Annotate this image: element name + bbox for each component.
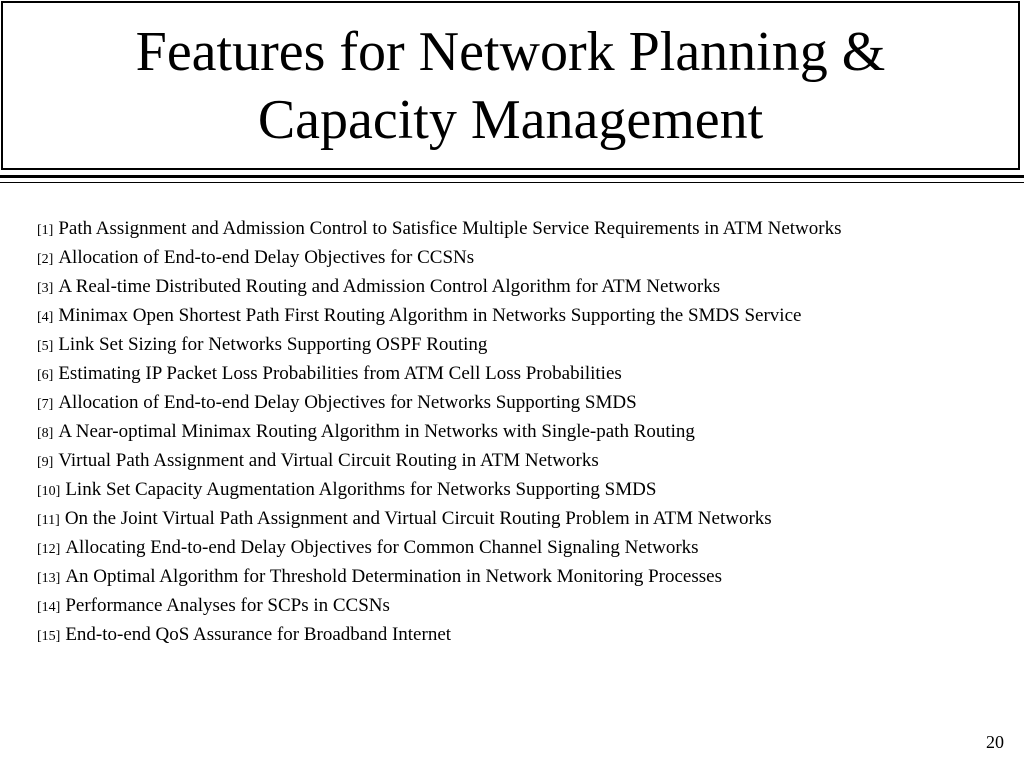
reference-number: [2] [37, 252, 54, 267]
reference-title: A Near-optimal Minimax Routing Algorithm in Networks with Single-path Routing [58, 421, 695, 442]
reference-number: [10] [37, 484, 61, 499]
reference-number: [12] [37, 542, 61, 557]
reference-title: Performance Analyses for SCPs in CCSNs [65, 595, 390, 616]
page-number: 20 [986, 732, 1004, 752]
reference-item [37, 533, 842, 562]
reference-item [37, 301, 842, 330]
reference-item [37, 562, 842, 591]
reference-number: [4] [37, 310, 54, 325]
title-divider-thin [0, 182, 1024, 183]
reference-number: [14] [37, 600, 61, 615]
title-divider-thick [0, 175, 1024, 178]
reference-item [37, 272, 842, 301]
reference-number: [7] [37, 397, 54, 412]
reference-list [37, 214, 842, 649]
slide-title-line-1: Features for Network Planning & [135, 20, 886, 83]
reference-number: [9] [37, 455, 54, 470]
reference-item [37, 475, 842, 504]
slide-title-line-2: Capacity Management [257, 88, 764, 151]
reference-item [37, 359, 842, 388]
reference-item [37, 243, 842, 272]
reference-item [37, 504, 842, 533]
reference-title: An Optimal Algorithm for Threshold Determination in Network Monitoring Processes [65, 566, 722, 587]
reference-title: Virtual Path Assignment and Virtual Circuit Routing in ATM Networks [58, 450, 599, 471]
reference-item [37, 591, 842, 620]
reference-number: [3] [37, 281, 54, 296]
reference-title: A Real-time Distributed Routing and Admission Control Algorithm for ATM Networks [58, 276, 721, 297]
slide-title-box [1, 1, 1020, 170]
reference-title: On the Joint Virtual Path Assignment and Virtual Circuit Routing Problem in ATM Networks [64, 508, 772, 529]
reference-title: Allocating End-to-end Delay Objectives for Common Channel Signaling Networks [65, 537, 699, 558]
reference-item [37, 417, 842, 446]
reference-number: [1] [37, 223, 54, 238]
reference-title: End-to-end QoS Assurance for Broadband Internet [65, 624, 452, 645]
reference-item [37, 620, 842, 649]
reference-title: Path Assignment and Admission Control to Satisfice Multiple Service Requirements in ATM Networks [58, 218, 842, 239]
reference-number: [8] [37, 426, 54, 441]
reference-number: [6] [37, 368, 54, 383]
reference-item [37, 388, 842, 417]
reference-title: Link Set Sizing for Networks Supporting OSPF Routing [58, 334, 488, 355]
reference-number: [13] [37, 571, 61, 586]
reference-title: Minimax Open Shortest Path First Routing Algorithm in Networks Supporting the SMDS Service [58, 305, 802, 326]
reference-number: [11] [37, 513, 60, 528]
reference-item [37, 330, 842, 359]
reference-title: Allocation of End-to-end Delay Objectives for Networks Supporting SMDS [58, 392, 637, 413]
reference-number: [15] [37, 629, 61, 644]
reference-title: Allocation of End-to-end Delay Objectives for CCSNs [58, 247, 475, 268]
reference-title: Link Set Capacity Augmentation Algorithms for Networks Supporting SMDS [65, 479, 657, 500]
reference-item [37, 214, 842, 243]
reference-item [37, 446, 842, 475]
reference-title: Estimating IP Packet Loss Probabilities from ATM Cell Loss Probabilities [58, 363, 622, 384]
reference-number: [5] [37, 339, 54, 354]
